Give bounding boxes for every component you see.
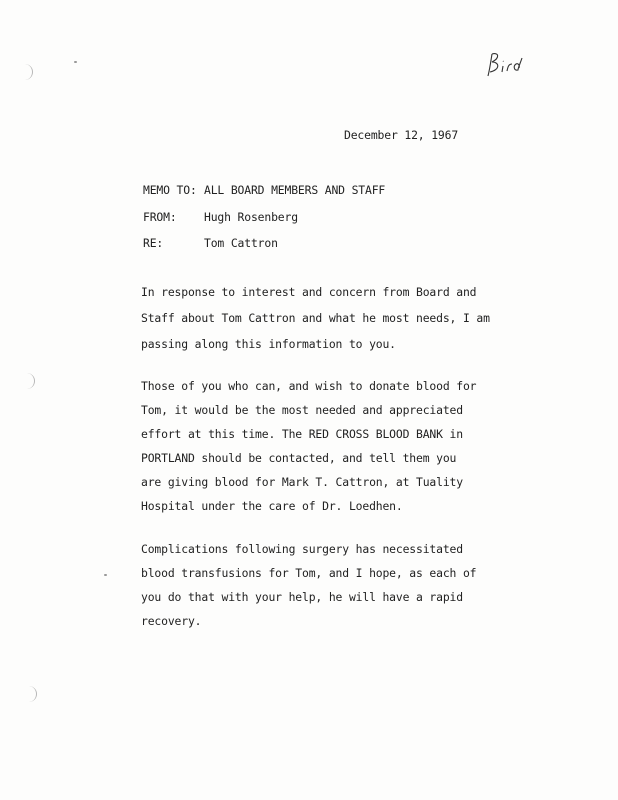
paper-speck	[74, 61, 77, 63]
punch-hole-bottom	[22, 686, 37, 702]
from-label: FROM:	[143, 210, 177, 224]
paragraph-1-line: passing along this information to you.	[141, 337, 396, 351]
paragraph-3-line: recovery.	[141, 614, 202, 628]
paragraph-3-line: blood transfusions for Tom, and I hope, as each of	[141, 566, 477, 580]
paragraph-2-line: are giving blood for Mark T. Cattron, at Tuality	[141, 475, 463, 489]
re-value: Tom Cattron	[204, 236, 278, 250]
paper-speck	[104, 574, 107, 576]
paragraph-1-line: In response to interest and concern from Board and	[141, 285, 477, 299]
handwritten-initials	[482, 50, 528, 82]
re-label: RE:	[143, 236, 164, 250]
paragraph-1-line: Staff about Tom Cattron and what he most needs, I am	[141, 311, 490, 325]
paragraph-2-line: PORTLAND should be contacted, and tell them you	[141, 451, 457, 465]
punch-hole-top	[18, 64, 33, 80]
punch-hole-middle	[20, 373, 35, 389]
from-value: Hugh Rosenberg	[204, 210, 298, 224]
memo-to-value: ALL BOARD MEMBERS AND STAFF	[204, 183, 386, 197]
memo-to-label: MEMO TO:	[143, 183, 197, 197]
paragraph-2-line: effort at this time. The RED CROSS BLOOD BANK in	[141, 427, 463, 441]
paragraph-2-line: Hospital under the care of Dr. Loedhen.	[141, 499, 403, 513]
paragraph-3-line: you do that with your help, he will have a rapid	[141, 590, 463, 604]
paragraph-2-line: Those of you who can, and wish to donate blood for	[141, 379, 477, 393]
paragraph-2-line: Tom, it would be the most needed and appreciated	[141, 403, 463, 417]
memo-date: December 12, 1967	[344, 128, 459, 142]
paragraph-3-line: Complications following surgery has necessitated	[141, 542, 463, 556]
